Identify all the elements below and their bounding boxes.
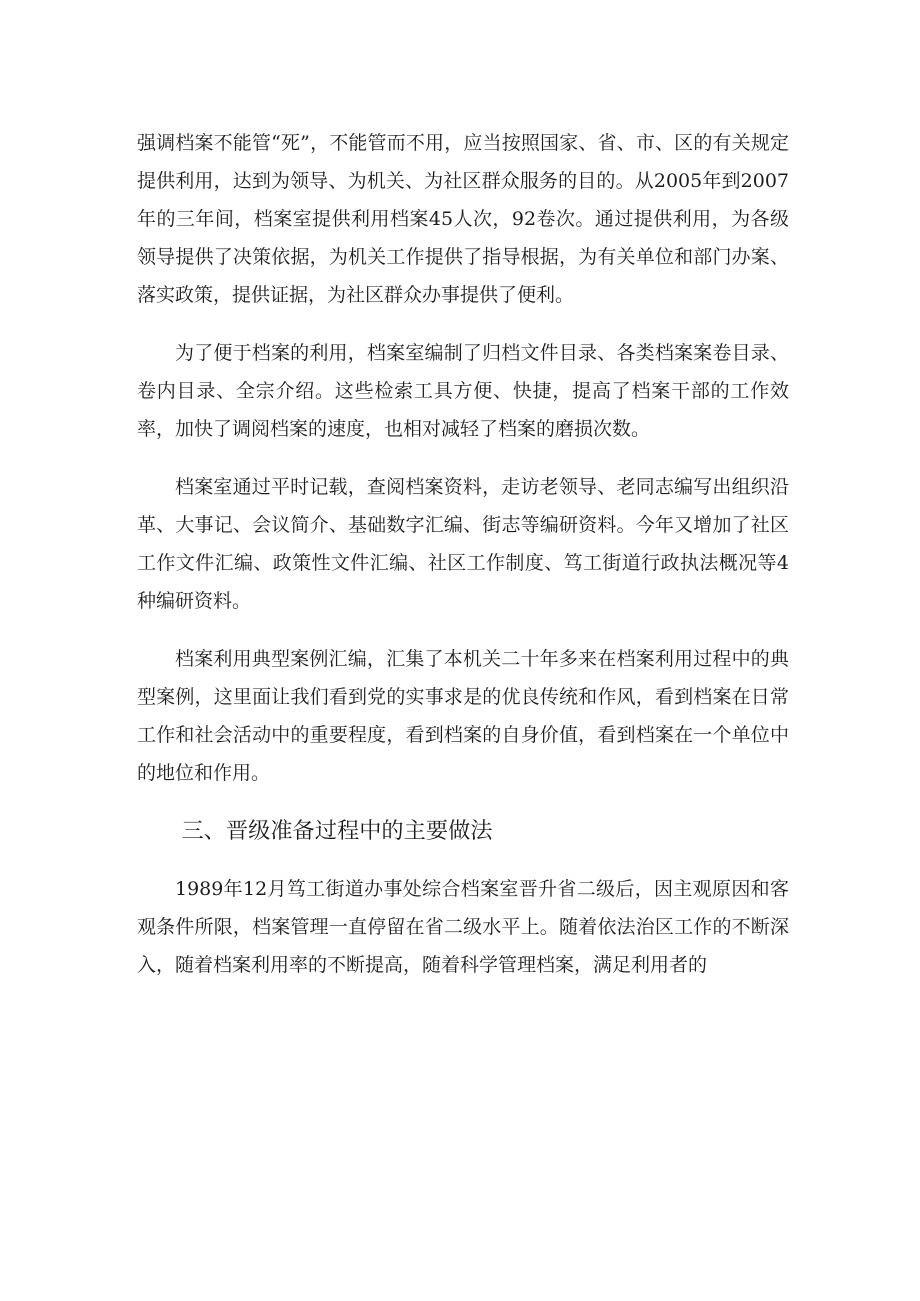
document-body: [137, 124, 789, 1004]
paragraph-retrieval-tools: 为了便于档案的利用，档案室编制了归档文件目录、各类档案案卷目录、卷内目录、全宗介绍。这些检索工具方便、快捷，提高了档案干部的工作效率，加快了调阅档案的速度，也相对减轻了档案的磨损次数。: [137, 342, 789, 440]
paragraph-history-1989: 1989年12月笃工街道办事处综合档案室晋升省二级后，因主观原因和客观条件所限，档案管理一直停留在省二级水平上。随着依法治区工作的不断深入，随着档案利用率的不断提高，随着科学管理档案，满足利用者的: [137, 878, 789, 976]
paragraph-archive-utilization: 强调档案不能管“死”，不能管而不用，应当按照国家、省、市、区的有关规定提供利用，达到为领导、为机关、为社区群众服务的目的。从2005年到2007年的三年间，档案室提供利用档案45人次，92卷次。通过提供利用，为各级领导提供了决策依据，为机关工作提供了指导根据，为有关单位和部门办案、落实政策，提供证据，为社区群众办事提供了便利。: [137, 132, 789, 306]
paragraph-compilation-materials: 档案室通过平时记载，查阅档案资料，走访老领导、老同志编写出组织沿革、大事记、会议简介、基础数字汇编、街志等编研资料。今年又增加了社区工作文件汇编、政策性文件汇编、社区工作制度、笃工街道行政执法概况等4种编研资料。: [137, 476, 789, 612]
section-heading: 三、晋级准备过程中的主要做法: [181, 818, 493, 844]
paragraph-typical-cases: 档案利用典型案例汇编，汇集了本机关二十年多来在档案利用过程中的典型案例，这里面让我们看到党的实事求是的优良传统和作风，看到档案在日常工作和社会活动中的重要程度，看到档案的自身价值，看到档案在一个单位中的地位和作用。: [137, 648, 789, 784]
